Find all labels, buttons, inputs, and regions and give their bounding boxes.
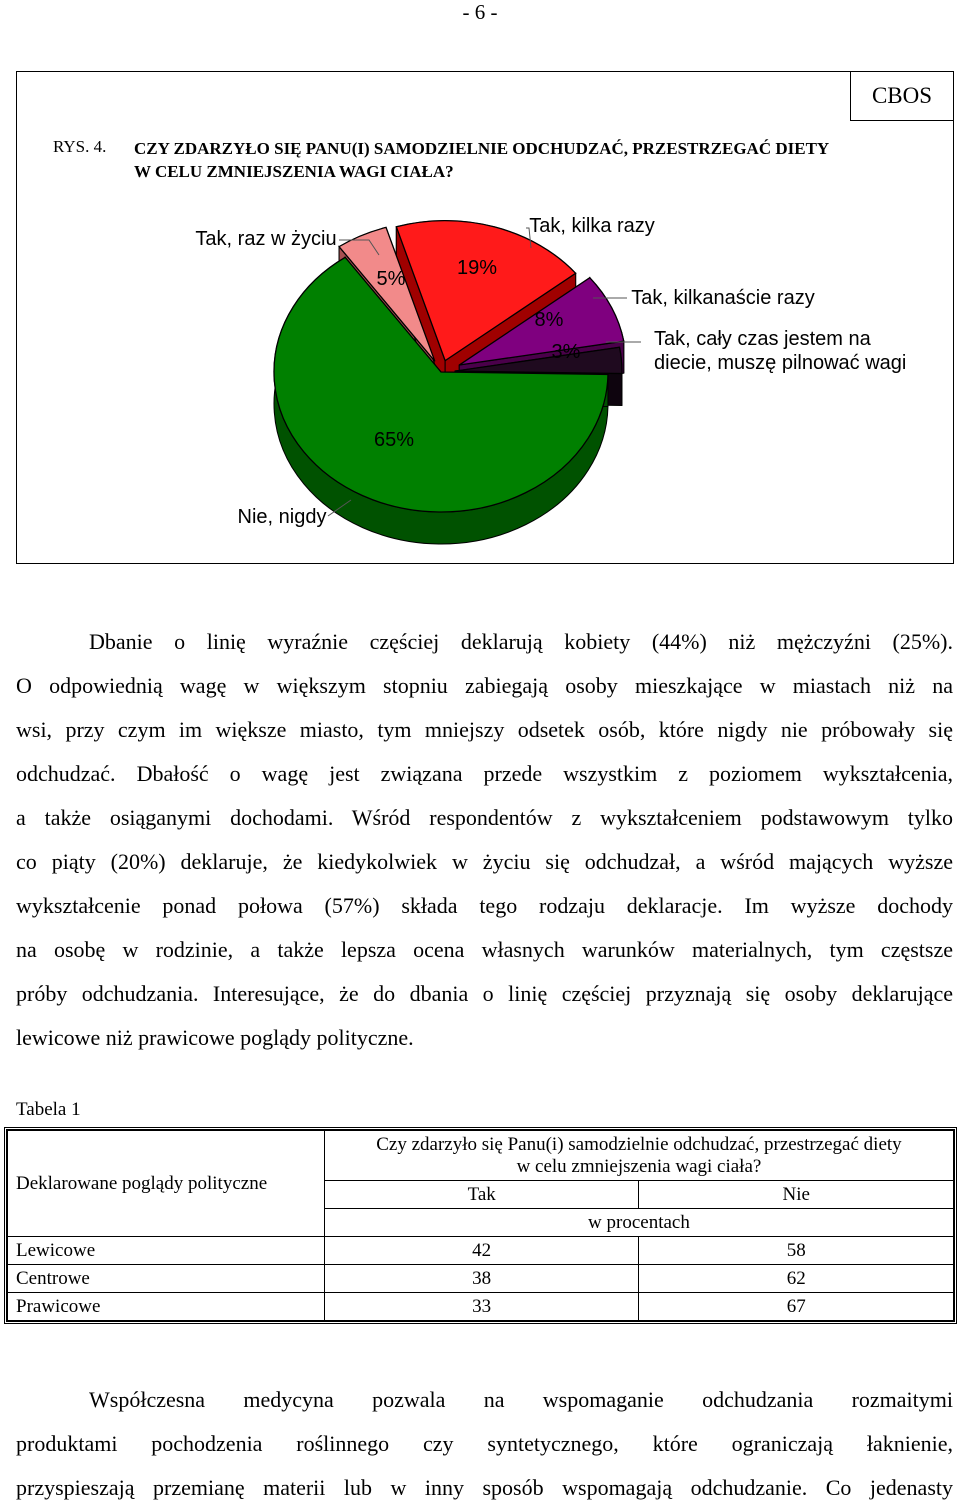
paragraph-line [16,928,953,972]
figure-title-line-1: CZY ZDARZYŁO SIĘ PANU(I) SAMODZIELNIE ODCHUDZAĆ, PRZESTRZEGAĆ DIETY [134,139,830,158]
body-paragraph-1 [16,620,953,1060]
row-value-yes: 38 [324,1265,639,1293]
paragraph-line [16,1378,953,1422]
pie-value-label: 65% [373,429,415,451]
figure-label: RYS. 4. [53,137,107,156]
row-label: Lewicowe [8,1237,325,1265]
body-paragraph-2 [16,1378,953,1510]
row-value-yes: 33 [324,1293,639,1321]
paragraph-line-text: przyspieszają przemianę materii lub w inny sposób wspomagają odchudzanie. Co jedenasty [16,1475,953,1500]
paragraph-line [16,840,953,884]
paragraph-line [16,1016,953,1060]
paragraph-line-text: próby odchudzania. Interesujące, że do dbania o linię częściej przyznają się osoby deklarujące [16,981,953,1006]
pie-chart [17,72,953,563]
column-header-no: Nie [639,1181,954,1209]
data-table [4,1127,957,1324]
pie-value-label: 19% [456,257,498,279]
pie-category-label: Tak, cały czas jestem na [654,328,871,350]
paragraph-line-text: wykształcenie ponad połowa (57%) składa tego rodzaju deklaracje. Im wyższe dochody [16,893,953,918]
row-header-cell: Deklarowane poglądy polityczne [8,1131,325,1237]
paragraph-line-text: Dbanie o linię wyraźnie częściej deklarują kobiety (44%) niż mężczyźni (25%). [89,629,953,654]
figure-frame [16,71,954,564]
page-number: - 6 - [462,0,498,24]
paragraph-line [16,884,953,928]
row-value-no: 67 [639,1293,954,1321]
paragraph-line-text: odchudzać. Dbałość o wagę jest związana przede wszystkim z poziomem wykształcenia, [16,761,953,786]
paragraph-line [16,620,953,664]
paragraph-line [16,752,953,796]
table-row [8,1265,954,1293]
paragraph-line [16,1466,953,1510]
pie-value-label: 5% [376,268,406,290]
question-line-2: w celu zmniejszenia wagi ciała? [516,1155,762,1177]
unit-cell: w procentach [324,1209,953,1237]
question-header-cell [324,1131,953,1181]
paragraph-line [16,708,953,752]
paragraph-line-text: na osobę w rodzinie, a także lepsza ocena własnych warunków materialnych, tym częstsze [16,937,953,962]
pie-category-label: Tak, kilka razy [529,215,655,237]
paragraph-line [16,796,953,840]
pie-category-label: Nie, nigdy [237,506,327,528]
table-caption: Tabela 1 [16,1099,81,1120]
paragraph-line-text: wsi, przy czym im większe miasto, tym mniejszy odsetek osób, które nigdy nie próbowały się [16,717,953,742]
paragraph-line [16,664,953,708]
pie-category-label: Tak, raz w życiu [195,228,337,250]
pie-value-label: 3% [551,341,581,363]
paragraph-line [16,972,953,1016]
row-value-yes: 42 [324,1237,639,1265]
row-label: Centrowe [8,1265,325,1293]
row-value-no: 62 [639,1265,954,1293]
cbos-badge: CBOS [850,71,954,121]
paragraph-line-text: produktami pochodzenia roślinnego czy syntetycznego, które ograniczają łaknienie, [16,1431,953,1456]
pie-category-label: Tak, kilkanaście razy [631,287,815,309]
paragraph-line-text: co piąty (20%) deklaruje, że kiedykolwiek w życiu się odchudzał, a wśród mających wyższe [16,849,953,874]
pie-value-label: 8% [534,309,564,331]
question-line-1: Czy zdarzyło się Panu(i) samodzielnie odchudzać, przestrzegać diety [376,1133,902,1155]
table-row [8,1293,954,1321]
figure-title-line-2: W CELU ZMNIEJSZENIA WAGI CIAŁA? [134,162,454,181]
paragraph-line-text: a także osiąganymi dochodami. Wśród respondentów z wykształceniem podstawowym tylko [16,805,953,830]
row-label: Prawicowe [8,1293,325,1321]
pie-category-label: diecie, muszę pilnować wagi [654,352,907,374]
paragraph-line-text: O odpowiednią wagę w większym stopniu zabiegają osoby mieszkające w miastach niż na [16,673,953,698]
column-header-yes: Tak [324,1181,639,1209]
row-value-no: 58 [639,1237,954,1265]
table-row [8,1237,954,1265]
paragraph-line-text: Współczesna medycyna pozwala na wspomaganie odchudzania rozmaitymi [89,1387,953,1412]
paragraph-line [16,1422,953,1466]
paragraph-line-text: lewicowe niż prawicowe poglądy polityczne. [16,1025,414,1050]
